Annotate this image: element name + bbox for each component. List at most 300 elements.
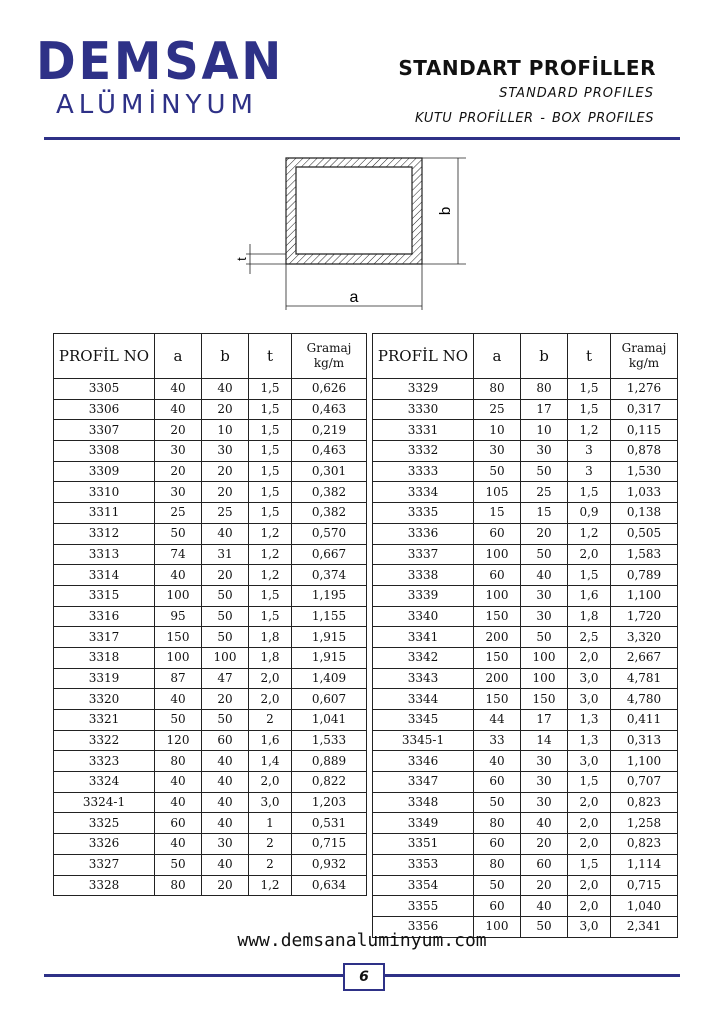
t-cell: 3,0 [568,751,611,772]
table-row [54,772,367,793]
table-row [373,627,678,648]
b-cell: 17 [521,399,568,420]
t-cell: 1,5 [249,379,292,400]
a-cell: 15 [474,503,521,524]
a-cell: 25 [155,503,202,524]
weight-cell: 0,382 [292,503,367,524]
b-cell: 40 [202,792,249,813]
table-row [54,544,367,565]
table-header-row [54,334,367,379]
table-row [373,668,678,689]
a-cell: 40 [474,751,521,772]
a-cell: 100 [474,544,521,565]
b-cell: 30 [521,441,568,462]
a-cell: 50 [155,854,202,875]
a-cell: 33 [474,730,521,751]
header-divider [44,137,680,140]
profiles-table-left [53,333,367,896]
t-cell: 1,8 [249,647,292,668]
t-cell: 2,0 [568,875,611,896]
b-cell: 31 [202,544,249,565]
t-cell: 1,5 [568,399,611,420]
column-header-profile-no: PROFİL NO [373,334,474,379]
weight-cell: 1,915 [292,627,367,648]
weight-cell: 0,634 [292,875,367,896]
table-row [54,751,367,772]
column-header-b: b [202,334,249,379]
website-url: www.demsanaluminyum.com [237,930,487,951]
t-cell: 2,0 [568,647,611,668]
table-row [373,896,678,917]
a-cell: 60 [155,813,202,834]
profile-no-cell: 3343 [373,668,474,689]
t-cell: 1 [249,813,292,834]
table-row [373,834,678,855]
column-header-weight-line2: kg/m [313,356,345,370]
weight-cell: 1,533 [292,730,367,751]
a-cell: 30 [155,441,202,462]
a-cell: 80 [474,813,521,834]
profile-no-cell: 3356 [373,916,474,937]
b-cell: 20 [202,482,249,503]
b-cell: 30 [521,585,568,606]
b-cell: 40 [521,813,568,834]
a-cell: 60 [474,565,521,586]
a-cell: 74 [155,544,202,565]
t-cell: 2,0 [568,834,611,855]
t-cell: 1,5 [249,399,292,420]
b-cell: 30 [521,751,568,772]
table-row [54,606,367,627]
t-cell: 2,5 [568,627,611,648]
b-cell: 40 [521,565,568,586]
profile-no-cell: 3308 [54,441,155,462]
t-cell: 2,0 [249,668,292,689]
profile-no-cell: 3330 [373,399,474,420]
t-cell: 1,5 [249,585,292,606]
category-subtitle: KUTU PROFİLLER - BOX PROFILES [415,111,654,126]
t-cell: 1,5 [568,772,611,793]
table-row [373,503,678,524]
weight-cell: 0,715 [292,834,367,855]
dimension-label-a: a [349,289,359,306]
weight-cell: 0,715 [611,875,678,896]
box-profile-diagram [226,150,486,320]
t-cell: 1,5 [568,854,611,875]
weight-cell: 0,382 [292,482,367,503]
a-cell: 50 [474,792,521,813]
b-cell: 50 [521,916,568,937]
a-cell: 40 [155,792,202,813]
column-header-a: a [474,334,521,379]
a-cell: 150 [474,606,521,627]
profile-no-cell: 3333 [373,461,474,482]
a-cell: 20 [155,461,202,482]
profile-no-cell: 3317 [54,627,155,648]
b-cell: 50 [521,544,568,565]
column-header-t: t [249,334,292,379]
a-cell: 40 [155,689,202,710]
b-cell: 50 [521,461,568,482]
b-cell: 40 [202,751,249,772]
a-cell: 80 [474,379,521,400]
t-cell: 1,2 [249,544,292,565]
table-row [54,399,367,420]
table-row [373,875,678,896]
a-cell: 80 [474,854,521,875]
brand-logo-wordmark: DEMSAN [36,32,285,92]
t-cell: 2,0 [568,544,611,565]
column-header-weight-line1: Gramaj [306,341,352,355]
b-cell: 14 [521,730,568,751]
column-header-profile-no: PROFİL NO [54,334,155,379]
b-cell: 30 [202,441,249,462]
b-cell: 40 [202,523,249,544]
b-cell: 20 [202,875,249,896]
table-row [373,710,678,731]
weight-cell: 1,114 [611,854,678,875]
table-row [54,792,367,813]
table-row [54,627,367,648]
a-cell: 150 [474,689,521,710]
t-cell: 1,6 [249,730,292,751]
weight-cell: 0,313 [611,730,678,751]
profile-no-cell: 3312 [54,523,155,544]
table-row [54,668,367,689]
weight-cell: 1,195 [292,585,367,606]
a-cell: 40 [155,565,202,586]
page-number: 6 [343,963,385,991]
column-header-a: a [155,334,202,379]
t-cell: 3,0 [568,689,611,710]
table-row [54,441,367,462]
t-cell: 1,5 [568,565,611,586]
a-cell: 200 [474,627,521,648]
weight-cell: 0,411 [611,710,678,731]
weight-cell: 0,789 [611,565,678,586]
t-cell: 3 [568,461,611,482]
t-cell: 1,8 [568,606,611,627]
a-cell: 50 [474,875,521,896]
profile-no-cell: 3344 [373,689,474,710]
a-cell: 80 [155,875,202,896]
t-cell: 2 [249,710,292,731]
weight-cell: 0,667 [292,544,367,565]
b-cell: 30 [521,606,568,627]
weight-cell: 1,041 [292,710,367,731]
table-row [373,730,678,751]
b-cell: 20 [202,461,249,482]
weight-cell: 0,374 [292,565,367,586]
weight-cell: 0,707 [611,772,678,793]
profile-no-cell: 3335 [373,503,474,524]
profile-no-cell: 3351 [373,834,474,855]
profile-no-cell: 3340 [373,606,474,627]
weight-cell: 0,531 [292,813,367,834]
b-cell: 17 [521,710,568,731]
table-row [54,461,367,482]
profile-no-cell: 3337 [373,544,474,565]
t-cell: 1,2 [249,875,292,896]
table-row [54,689,367,710]
b-cell: 50 [202,627,249,648]
a-cell: 60 [474,896,521,917]
t-cell: 1,2 [568,523,611,544]
profile-wall [286,158,422,264]
b-cell: 100 [202,647,249,668]
b-cell: 30 [202,834,249,855]
profile-no-cell: 3327 [54,854,155,875]
weight-cell: 1,720 [611,606,678,627]
profile-no-cell: 3329 [373,379,474,400]
table-row [373,565,678,586]
t-cell: 1,5 [249,441,292,462]
table-row [373,399,678,420]
profile-no-cell: 3353 [373,854,474,875]
a-cell: 60 [474,772,521,793]
table-row [373,482,678,503]
a-cell: 60 [474,523,521,544]
profile-no-cell: 3316 [54,606,155,627]
profile-no-cell: 3349 [373,813,474,834]
b-cell: 60 [202,730,249,751]
a-cell: 150 [474,647,521,668]
t-cell: 1,2 [249,565,292,586]
weight-cell: 1,040 [611,896,678,917]
table-row [373,813,678,834]
profile-no-cell: 3323 [54,751,155,772]
page-subtitle: STANDARD PROFILES [499,86,654,101]
weight-cell: 4,781 [611,668,678,689]
b-cell: 10 [521,420,568,441]
table-row [373,689,678,710]
table-row [373,854,678,875]
t-cell: 1,5 [568,482,611,503]
profile-no-cell: 3348 [373,792,474,813]
table-row [54,875,367,896]
profile-no-cell: 3310 [54,482,155,503]
table-row [373,751,678,772]
b-cell: 60 [521,854,568,875]
a-cell: 50 [474,461,521,482]
b-cell: 40 [202,379,249,400]
brand-logo-subtitle: ALÜMİNYUM [56,90,258,120]
t-cell: 3 [568,441,611,462]
a-cell: 25 [474,399,521,420]
t-cell: 1,3 [568,710,611,731]
b-cell: 50 [202,585,249,606]
weight-cell: 0,822 [292,772,367,793]
b-cell: 20 [521,523,568,544]
column-header-t: t [568,334,611,379]
profile-no-cell: 3321 [54,710,155,731]
t-cell: 1,5 [249,482,292,503]
table-row [54,585,367,606]
column-header-b: b [521,334,568,379]
weight-cell: 1,033 [611,482,678,503]
t-cell: 1,5 [249,461,292,482]
weight-cell: 4,780 [611,689,678,710]
b-cell: 20 [202,399,249,420]
a-cell: 44 [474,710,521,731]
weight-cell: 0,823 [611,834,678,855]
weight-cell: 0,823 [611,792,678,813]
table-header-row [373,334,678,379]
t-cell: 2 [249,854,292,875]
weight-cell: 0,607 [292,689,367,710]
table-row [54,503,367,524]
profile-no-cell: 3307 [54,420,155,441]
a-cell: 87 [155,668,202,689]
profile-no-cell: 3322 [54,730,155,751]
table-row [373,544,678,565]
profile-no-cell: 3345 [373,710,474,731]
profile-no-cell: 3334 [373,482,474,503]
t-cell: 1,4 [249,751,292,772]
weight-cell: 1,915 [292,647,367,668]
b-cell: 25 [202,503,249,524]
a-cell: 40 [155,379,202,400]
t-cell: 1,2 [568,420,611,441]
profile-no-cell: 3346 [373,751,474,772]
t-cell: 2 [249,834,292,855]
t-cell: 1,3 [568,730,611,751]
weight-cell: 0,626 [292,379,367,400]
b-cell: 30 [521,792,568,813]
t-cell: 1,5 [249,503,292,524]
t-cell: 3,0 [249,792,292,813]
column-header-weight-line1: Gramaj [621,341,667,355]
b-cell: 80 [521,379,568,400]
a-cell: 20 [155,420,202,441]
profile-no-cell: 3305 [54,379,155,400]
weight-cell: 1,409 [292,668,367,689]
a-cell: 95 [155,606,202,627]
profile-no-cell: 3314 [54,565,155,586]
weight-cell: 2,667 [611,647,678,668]
table-row [54,420,367,441]
weight-cell: 0,138 [611,503,678,524]
a-cell: 80 [155,751,202,772]
table-row [54,482,367,503]
profile-no-cell: 3345-1 [373,730,474,751]
a-cell: 50 [155,523,202,544]
profile-no-cell: 3326 [54,834,155,855]
table-row [54,730,367,751]
a-cell: 40 [155,399,202,420]
profile-no-cell: 3324-1 [54,792,155,813]
dimension-label-b: b [437,206,454,216]
table-row [54,854,367,875]
profile-no-cell: 3328 [54,875,155,896]
weight-cell: 1,276 [611,379,678,400]
table-row [54,813,367,834]
t-cell: 1,5 [249,420,292,441]
a-cell: 30 [155,482,202,503]
table-row [373,441,678,462]
b-cell: 20 [521,875,568,896]
weight-cell: 0,889 [292,751,367,772]
table-row [373,523,678,544]
profile-no-cell: 3320 [54,689,155,710]
a-cell: 40 [155,834,202,855]
profile-no-cell: 3342 [373,647,474,668]
t-cell: 0,9 [568,503,611,524]
b-cell: 50 [202,710,249,731]
weight-cell: 1,155 [292,606,367,627]
weight-cell: 1,100 [611,751,678,772]
column-header-weight [611,334,678,379]
a-cell: 40 [155,772,202,793]
a-cell: 50 [155,710,202,731]
profiles-table-right [372,333,678,938]
a-cell: 100 [155,647,202,668]
dimension-label-t: t [234,257,249,261]
b-cell: 40 [202,813,249,834]
table-row [373,647,678,668]
weight-cell: 3,320 [611,627,678,648]
profile-no-cell: 3338 [373,565,474,586]
weight-cell: 0,301 [292,461,367,482]
profile-no-cell: 3313 [54,544,155,565]
b-cell: 40 [202,772,249,793]
b-cell: 150 [521,689,568,710]
profile-no-cell: 3336 [373,523,474,544]
profile-no-cell: 3341 [373,627,474,648]
b-cell: 100 [521,647,568,668]
table-row [373,379,678,400]
page-title: STANDART PROFİLLER [398,56,656,80]
a-cell: 200 [474,668,521,689]
t-cell: 1,8 [249,627,292,648]
b-cell: 50 [202,606,249,627]
weight-cell: 1,203 [292,792,367,813]
b-cell: 20 [202,689,249,710]
weight-cell: 0,878 [611,441,678,462]
table-row [54,379,367,400]
b-cell: 40 [202,854,249,875]
b-cell: 10 [202,420,249,441]
a-cell: 105 [474,482,521,503]
weight-cell: 0,115 [611,420,678,441]
profile-no-cell: 3355 [373,896,474,917]
t-cell: 2,0 [249,772,292,793]
table-row [54,523,367,544]
b-cell: 47 [202,668,249,689]
b-cell: 40 [521,896,568,917]
a-cell: 100 [474,916,521,937]
b-cell: 20 [521,834,568,855]
profile-no-cell: 3331 [373,420,474,441]
a-cell: 60 [474,834,521,855]
t-cell: 1,5 [249,606,292,627]
profile-no-cell: 3324 [54,772,155,793]
table-row [54,647,367,668]
weight-cell: 1,100 [611,585,678,606]
column-header-weight-line2: kg/m [628,356,660,370]
t-cell: 2,0 [568,792,611,813]
column-header-weight [292,334,367,379]
weight-cell: 1,583 [611,544,678,565]
weight-cell: 1,530 [611,461,678,482]
weight-cell: 0,219 [292,420,367,441]
profile-no-cell: 3306 [54,399,155,420]
table-row [373,461,678,482]
b-cell: 25 [521,482,568,503]
table-row [373,772,678,793]
profile-no-cell: 3318 [54,647,155,668]
a-cell: 100 [155,585,202,606]
